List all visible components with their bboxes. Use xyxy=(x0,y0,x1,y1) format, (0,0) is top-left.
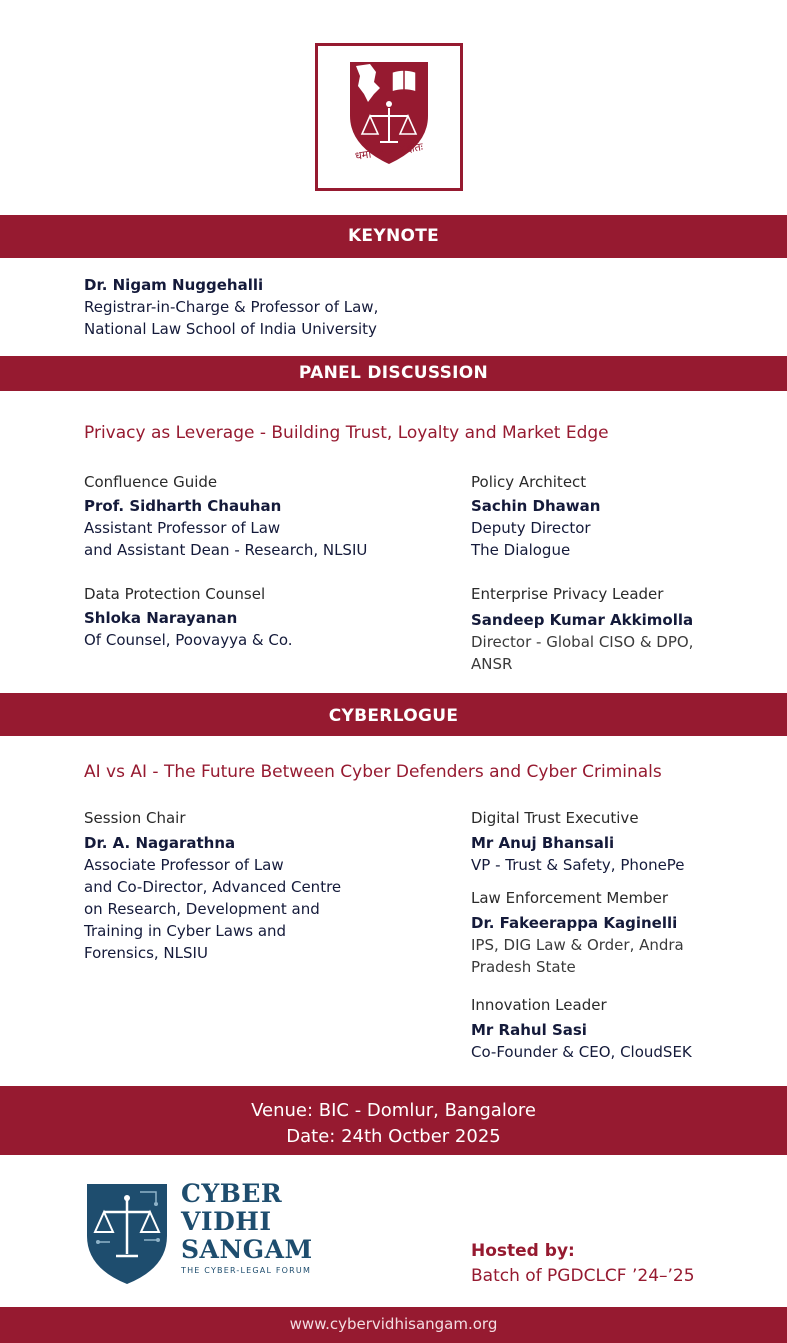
chair-desc: and Co-Director, Advanced Centre xyxy=(84,878,342,896)
speaker-desc: Assistant Professor of Law xyxy=(84,519,281,537)
session-chair xyxy=(84,807,394,964)
footer-band xyxy=(0,1307,787,1343)
speaker-name: Prof. Sidharth Chauhan xyxy=(84,497,282,515)
speaker-desc: The Dialogue xyxy=(471,541,571,559)
speaker-role: Law Enforcement Member xyxy=(471,889,669,907)
brand-tagline: THE CYBER-LEGAL FORUM xyxy=(181,1266,312,1275)
keynote-heading: KEYNOTE xyxy=(347,226,440,246)
hosted-by-label: Hosted by: xyxy=(471,1241,575,1261)
brand-line-3: SANGAM xyxy=(181,1235,313,1264)
panel-speaker-2 xyxy=(471,471,781,561)
chair-desc: on Research, Development and xyxy=(84,900,320,918)
venue-line: Venue: BIC - Domlur, Bangalore xyxy=(251,1100,536,1121)
chair-desc: Associate Professor of Law xyxy=(84,856,284,874)
panel-topic: Privacy as Leverage - Building Trust, Loyalty and Market Edge xyxy=(84,423,609,443)
hosted-by-value: Batch of PGDCLCF ’24–’25 xyxy=(471,1266,695,1286)
hosted-by-block xyxy=(471,1239,771,1289)
speaker-role: Confluence Guide xyxy=(84,473,218,491)
cyberlogue-band xyxy=(0,693,787,736)
brand-line-2: VIDHI xyxy=(181,1207,272,1236)
speaker-name: Sandeep Kumar Akkimolla xyxy=(471,611,694,629)
chair-role: Session Chair xyxy=(84,809,186,827)
logo-motto: धर्मो रक्षति रक्षितः xyxy=(354,140,424,163)
panel-speaker-4 xyxy=(471,583,781,675)
speaker-desc: Deputy Director xyxy=(471,519,591,537)
cyberlogue-heading: CYBERLOGUE xyxy=(328,706,459,726)
speaker-desc: Pradesh State xyxy=(471,958,576,976)
website-link[interactable]: www.cybervidhisangam.org xyxy=(289,1315,498,1333)
keynote-band xyxy=(0,215,787,258)
nlsiu-crest-icon xyxy=(318,46,460,188)
speaker-name: Mr Anuj Bhansali xyxy=(471,834,615,852)
panel-speaker-3 xyxy=(84,583,394,651)
keynote-desc-2: National Law School of India University xyxy=(84,320,377,338)
speaker-role: Policy Architect xyxy=(471,473,587,491)
panel-band xyxy=(0,356,787,391)
speaker-name: Dr. Fakeerappa Kaginelli xyxy=(471,914,678,932)
cvs-shield-icon xyxy=(84,1180,170,1286)
cyberlogue-topic: AI vs AI - The Future Between Cyber Defenders and Cyber Criminals xyxy=(84,762,662,782)
cvs-wordmark xyxy=(181,1180,313,1278)
keynote-block xyxy=(84,274,684,340)
keynote-desc-1: Registrar-in-Charge & Professor of Law, xyxy=(84,298,379,316)
keynote-name: Dr. Nigam Nuggehalli xyxy=(84,276,264,294)
brand-line-1: CYBER xyxy=(181,1179,283,1208)
speaker-desc: Director - Global CISO & DPO, xyxy=(471,633,694,651)
speaker-role: Innovation Leader xyxy=(471,996,607,1014)
speaker-role: Data Protection Counsel xyxy=(84,585,266,603)
speaker-desc: VP - Trust & Safety, PhonePe xyxy=(471,856,685,874)
speaker-desc: Of Counsel, Poovayya & Co. xyxy=(84,631,293,649)
panel-speaker-1 xyxy=(84,471,394,561)
nlsiu-logo xyxy=(315,43,463,191)
speaker-desc: ANSR xyxy=(471,655,513,673)
cvs-logo xyxy=(84,1180,344,1290)
speaker-name: Mr Rahul Sasi xyxy=(471,1021,587,1039)
panel-heading: PANEL DISCUSSION xyxy=(298,363,489,383)
cyberlogue-speaker-1 xyxy=(471,807,781,876)
speaker-desc: IPS, DIG Law & Order, Andra xyxy=(471,936,684,954)
venue-band xyxy=(0,1086,787,1155)
cyberlogue-speaker-2 xyxy=(471,887,781,978)
speaker-name: Shloka Narayanan xyxy=(84,609,238,627)
date-line: Date: 24th Octber 2025 xyxy=(286,1126,501,1147)
speaker-desc: and Assistant Dean - Research, NLSIU xyxy=(84,541,368,559)
speaker-name: Sachin Dhawan xyxy=(471,497,601,515)
chair-desc: Training in Cyber Laws and xyxy=(84,922,287,940)
cyberlogue-speaker-3 xyxy=(471,994,781,1063)
chair-name: Dr. A. Nagarathna xyxy=(84,834,236,852)
speaker-desc: Co-Founder & CEO, CloudSEK xyxy=(471,1043,692,1061)
speaker-role: Enterprise Privacy Leader xyxy=(471,585,664,603)
speaker-role: Digital Trust Executive xyxy=(471,809,639,827)
chair-desc: Forensics, NLSIU xyxy=(84,944,208,962)
